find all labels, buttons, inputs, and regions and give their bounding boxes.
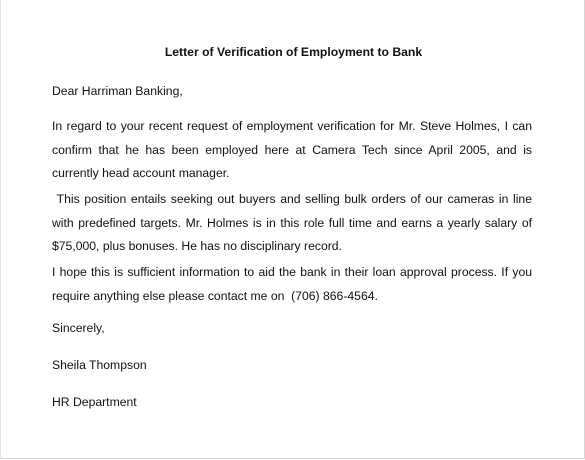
signer-department: HR Department [52, 395, 137, 409]
letter-paragraph-position: This position entails seeking out buyers and selling bulk orders of our cameras in line with predefined targets. Mr. Holmes is in this role full time and earns a yearly salary of $75,000, plus bonuses. He has no disciplinary record. [52, 192, 536, 254]
letter-greeting: Dear Harriman Banking, [52, 84, 183, 98]
signer-name: Sheila Thompson [52, 358, 147, 372]
letter-title: Letter of Verification of Employment to Bank [164, 45, 423, 59]
letter-paragraph-employment: In regard to your recent request of employment verification for Mr. Steve Holmes, I can confirm that he has been employed here at Camera Tech since April 2005, and is currently head account manager. [52, 119, 532, 181]
letter-paragraph-contact: I hope this is sufficient information to aid the bank in their loan approval process. If you require anything else please contact me on (706) 866-4564. [52, 265, 536, 303]
letter-closing: Sincerely, [52, 321, 105, 335]
